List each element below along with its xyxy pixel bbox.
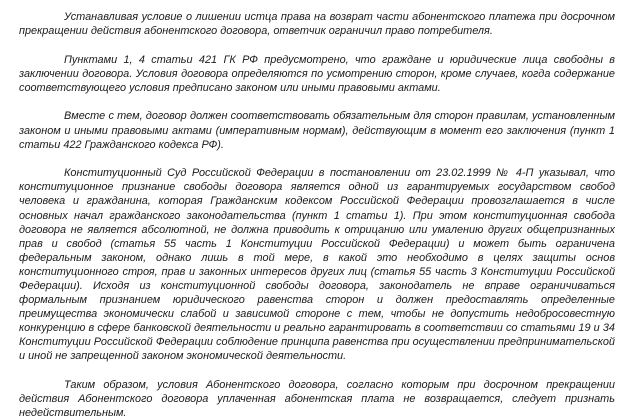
paragraph-consumer-rights: Устанавливая условие о лишении истца права на возврат части абонентского платежа при досрочном прекращении действия абонентского договора, ответчик ограничил право потребителя. — [19, 11, 615, 38]
paragraph-freedom-of-contract: Пунктами 1, 4 статьи 421 ГК РФ предусмотрено, что граждане и юридические лица свободны в заключении договора. Условия договора определяются по усмотрению сторон, кроме случаев, когда содержание соответствующего условия предписано законом или иными правовыми актами. — [19, 53, 615, 94]
document-body — [19, 10, 615, 420]
paragraph-conclusion: Таким образом, условия Абонентского договора, согласно которым при досрочном прекращении действия Абонентского договора уплаченная абонентская плата не возвращается, следует признать недействительным. — [19, 379, 615, 420]
paragraph-constitutional-court: Конституционный Суд Российской Федерации в постановлении от 23.02.1999 № 4-П указывал, что конституционное признание свободы договора является одной из гарантируемых государством свобод человека и гражданина, которая Гражданским кодексом Российской Федерации провозглашается в числе основных начал гражданского законодательства (пункт 1 статьи 1). При этом конституционная свобода договора не является абсолютной, не должна приводить к отрицанию или умалению других общепризнанных прав и свобод (статья 55 часть 1 Конституции Российской Федерации) и может быть ограничена федеральным законом, однако лишь в той мере, в какой это необходимо в целях защиты основ конституционного строя, прав и законных интересов других лиц (статья 55 часть 3 Конституции Российской Федерации). Исходя из конституционной свободы договора, законодатель не вправе ограничиваться формальным признанием юридического равенства сторон и должен предоставлять определенные преимущества экономически слабой и зависимой стороне с тем, чтобы не допустить недобросовестную конкуренцию в сфере банковской деятельности и реально гарантировать в соответствии со статьями 19 и 34 Конституции Российской Федерации соблюдение принципа равенства при осуществлении предпринимательской и иной не запрещенной законом экономической деятельности. — [19, 167, 615, 363]
paragraph-mandatory-rules: Вместе с тем, договор должен соответствовать обязательным для сторон правилам, установленным законом и иными правовыми актами (императивным нормам), действующим в момент его заключения (пункт 1 статьи 422 Гражданского кодекса РФ). — [19, 110, 615, 151]
